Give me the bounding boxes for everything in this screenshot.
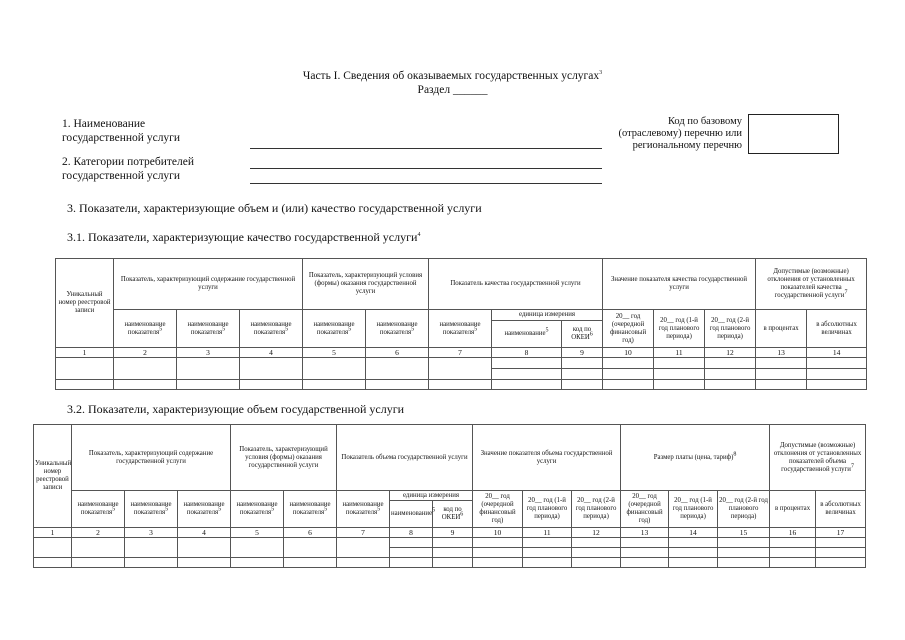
col-number: 13: [621, 528, 669, 538]
col-fee-year-3: 20__ год (2-й год планового периода): [718, 491, 770, 528]
col-number: 10: [603, 348, 654, 358]
col-number: 2: [72, 528, 125, 538]
col-indicator-name: наименование показателя$^5$: [231, 491, 284, 528]
consumer-category-field-2[interactable]: [250, 183, 602, 184]
col-number: 1: [34, 528, 72, 538]
col-number: 1: [56, 348, 114, 358]
grp-volume: Показатель объема государственной услуги: [337, 425, 473, 491]
col-number: 9: [562, 348, 603, 358]
col-number: 12: [572, 528, 621, 538]
col-number: 8: [390, 528, 433, 538]
grp-conditions: Показатель, характеризующий условия (формы) оказания государственной услуги: [303, 259, 429, 310]
col-unit-name: наименование$^5$: [390, 501, 433, 528]
col-number: 6: [366, 348, 429, 358]
base-list-code-box[interactable]: [748, 114, 839, 154]
section32-heading: 3.2. Показатели, характеризующие объем государственной услуги: [67, 402, 405, 416]
col-number: 12: [705, 348, 756, 358]
col-number: 15: [718, 528, 770, 538]
col-number: 17: [816, 528, 866, 538]
col-unit: единица измерения: [492, 310, 603, 321]
col-number: 2: [114, 348, 177, 358]
col-indicator-name: наименование показателя$^5$: [177, 310, 240, 348]
table-row: [56, 358, 867, 369]
col-year-2: 20__ год (1-й год планового периода): [523, 491, 572, 528]
consumer-category-label: 2. Категории потребителей государственной услуги: [62, 156, 194, 182]
col-indicator-name: наименование показателя$^5$: [366, 310, 429, 348]
col-indicator-name: наименование показателя$^5$: [114, 310, 177, 348]
col-number: 5: [303, 348, 366, 358]
col-number: 3: [125, 528, 178, 538]
table-row: [56, 380, 867, 390]
col-absolute: в абсолютных величинах: [816, 491, 866, 528]
grp-deviation: Допустимые (возможные) отклонения от установленных показателей качества государственной услуги$^7$: [756, 259, 867, 310]
col-unique-record: Уникальный номер реестровой записи: [56, 259, 114, 348]
grp-value: Значение показателя качества государственной услуги: [603, 259, 756, 310]
col-number: 14: [669, 528, 718, 538]
col-percent: в процентах: [770, 491, 816, 528]
col-number: 4: [240, 348, 303, 358]
col-number: 4: [178, 528, 231, 538]
col-number: 5: [231, 528, 284, 538]
col-number: 7: [337, 528, 390, 538]
grp-conditions: Показатель, характеризующий условия (формы) оказания государственной услуги: [231, 425, 337, 491]
col-number: 8: [492, 348, 562, 358]
col-year-1: 20__ год (очередной финансовый год): [603, 310, 654, 348]
col-fee-year-2: 20__ год (1-й год планового периода): [669, 491, 718, 528]
col-number: 3: [177, 348, 240, 358]
section31-heading: 3.1. Показатели, характеризующие качество государственной услуги$^4$: [67, 230, 421, 244]
col-indicator-name: наименование показателя$^5$: [337, 491, 390, 528]
col-indicator-name: наименование показателя$^5$: [240, 310, 303, 348]
grp-quality: Показатель качества государственной услуги: [429, 259, 603, 310]
col-year-3: 20__ год (2-й год планового периода): [572, 491, 621, 528]
col-number: 16: [770, 528, 816, 538]
col-number: 6: [284, 528, 337, 538]
base-list-code-label: Код по базовому (отраслевому) перечню или региональному перечню: [618, 116, 742, 151]
col-year-2: 20__ год (1-й год планового периода): [654, 310, 705, 348]
col-okei: код по ОКЕИ$^6$: [433, 501, 473, 528]
page-title: Часть I. Сведения об оказываемых государственных услугах$^3$: [302, 70, 603, 82]
col-number: 11: [654, 348, 705, 358]
quality-indicators-table: [55, 258, 867, 390]
grp-value: Значение показателя объема государственной услуги: [473, 425, 621, 491]
col-indicator-name: наименование показателя$^5$: [303, 310, 366, 348]
service-name-label: 1. Наименование государственной услуги: [62, 118, 181, 144]
col-unit: единица измерения: [390, 491, 473, 501]
table-row: [34, 558, 866, 568]
volume-indicators-table: [33, 424, 866, 568]
col-unit-name: наименование$^5$: [492, 321, 562, 348]
col-unique-record: Уникальный номер реестровой записи: [34, 425, 72, 528]
col-percent: в процентах: [756, 310, 807, 348]
col-number: 14: [807, 348, 867, 358]
grp-deviation: Допустимые (возможные) отклонения от установленных показателей объема государственной услуги$^7$: [770, 425, 866, 491]
col-number: 13: [756, 348, 807, 358]
col-okei: код по ОКЕИ$^6$: [562, 321, 603, 348]
col-indicator-name: наименование показателя$^5$: [72, 491, 125, 528]
col-number: 7: [429, 348, 492, 358]
col-year-1: 20__ год (очередной финансовый год): [473, 491, 523, 528]
col-indicator-name: наименование показателя$^5$: [429, 310, 492, 348]
col-number: 10: [473, 528, 523, 538]
col-indicator-name: наименование показателя$^5$: [178, 491, 231, 528]
col-year-3: 20__ год (2-й год планового периода): [705, 310, 756, 348]
col-fee-year-1: 20__ год (очередной финансовый год): [621, 491, 669, 528]
section3-heading: 3. Показатели, характеризующие объем и (или) качество государственной услуги: [67, 201, 482, 215]
col-number: 11: [523, 528, 572, 538]
consumer-category-field-1[interactable]: [250, 168, 602, 169]
col-indicator-name: наименование показателя$^5$: [284, 491, 337, 528]
col-absolute: в абсолютных величинах: [807, 310, 867, 348]
col-indicator-name: наименование показателя$^5$: [125, 491, 178, 528]
service-name-field[interactable]: [250, 148, 602, 149]
col-number: 9: [433, 528, 473, 538]
grp-content: Показатель, характеризующий содержание государственной услуги: [72, 425, 231, 491]
grp-fee: Размер платы (цена, тариф)$^8$: [621, 425, 770, 491]
table-row: [34, 538, 866, 548]
section-label: Раздел ______: [417, 84, 488, 96]
grp-content: Показатель, характеризующий содержание государственной услуги: [114, 259, 303, 310]
